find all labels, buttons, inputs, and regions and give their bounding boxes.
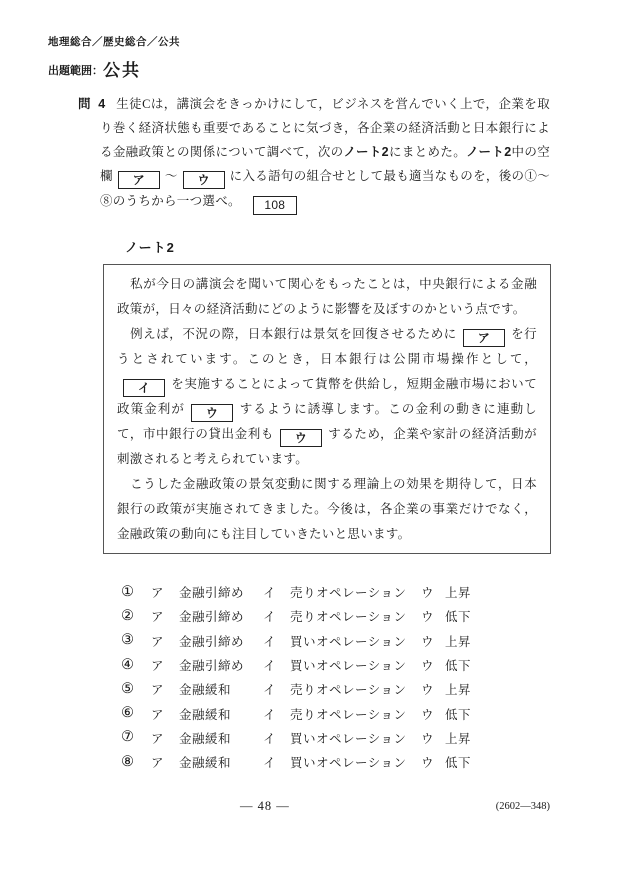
option-row-6 [121,701,471,725]
exam-scope [48,56,180,81]
option-value-i: 売りオペレーション [290,586,407,601]
option-label-u: ウ [421,634,435,649]
option-label-i: イ [263,731,277,746]
option-number: ③ [121,632,135,649]
option-label-a: ア [151,586,165,601]
question-number: 問 4 [78,97,108,111]
option-number: ⑦ [121,729,135,746]
option-value-a: 金融緩和 [179,707,232,722]
option-value-u: 上昇 [445,683,472,698]
option-value-i: 買いオペレーション [290,659,407,674]
question-text-5: ①～⑧のうちから一つ選べ。 [100,169,550,208]
scope-label: 出題範囲： [48,65,103,77]
option-label-a: ア [151,731,165,746]
option-row-7 [121,726,471,750]
note-paragraph-2e: するため，企業や家計の経済活動が刺激されると考えられています。 [117,427,537,466]
scope-value: 公共 [103,61,141,80]
question-block [78,92,550,215]
option-value-a: 金融緩和 [179,683,232,698]
option-label-u: ウ [421,659,435,674]
option-row-3 [121,629,471,653]
option-value-u: 上昇 [445,731,472,746]
note-blank-box-i: イ [123,379,165,397]
option-row-5 [121,677,471,701]
option-label-u: ウ [421,731,435,746]
option-label-i: イ [263,756,277,771]
option-row-2 [121,604,471,628]
option-number: ⑤ [121,680,135,697]
footer-code: (2602—348) [495,801,550,812]
note-paragraph-2b: を行うとされています。このとき，日本銀行は公開市場操作として， [117,327,537,366]
note-box [103,264,551,554]
option-value-i: 売りオペレーション [290,683,407,698]
option-value-i: 買いオペレーション [290,756,407,771]
page-header [48,34,180,81]
option-label-u: ウ [421,683,435,698]
option-value-a: 金融引締め [179,610,245,625]
option-number: ⑧ [121,753,135,770]
option-label-i: イ [263,659,277,674]
question-text-3: 中の空欄 [100,145,551,183]
footer-page-number: — 48 — [240,799,290,813]
option-label-u: ウ [421,756,435,771]
option-value-a: 金融緩和 [179,756,232,771]
option-number: ② [121,607,135,624]
option-value-u: 上昇 [445,634,472,649]
note-paragraph-1: 私が今日の講演会を聞いて関心をもったことは，中央銀行による金融政策が，日々の経済活動にどのように影響を及ぼすのかという点です。 [117,277,537,316]
note-paragraph-2d: するように誘導します。この金利の動きに連動して，市中銀行の貸出金利も [117,402,537,441]
option-value-u: 低下 [445,659,472,674]
option-label-i: イ [263,586,277,601]
note-reference-1: ノート2 [343,145,389,159]
question-text-4: に入る語句の組合せとして最も適当なものを，後の [229,169,525,183]
option-row-1 [121,580,471,604]
note-paragraph-3: こうした金融政策の景気変動に関する理論上の効果を期待して，日本銀行の政策が実施されてきました。今後は，各企業の事業だけでなく，金融政策の動向にも注目していきたいと思います。 [117,477,537,541]
note-blank-box-u1: ウ [191,404,233,422]
answer-number-box: 108 [253,196,297,215]
blank-box-a: ア [118,171,160,189]
option-number: ⑥ [121,705,135,722]
option-label-i: イ [263,683,277,698]
option-value-a: 金融引締め [179,659,245,674]
option-value-u: 上昇 [445,586,472,601]
question-text-2: にまとめた。 [388,145,467,159]
option-label-a: ア [151,634,165,649]
option-label-a: ア [151,707,165,722]
option-label-i: イ [263,634,277,649]
option-label-u: ウ [421,707,435,722]
option-row-4 [121,653,471,677]
option-label-a: ア [151,683,165,698]
option-value-u: 低下 [445,707,472,722]
note-reference-2: ノート2 [466,145,512,159]
note-blank-box-u2: ウ [280,429,322,447]
option-value-i: 買いオペレーション [290,634,407,649]
option-label-a: ア [151,659,165,674]
option-value-i: 売りオペレーション [290,610,407,625]
note-blank-box-a: ア [463,329,505,347]
note-paragraph-2a: 例えば，不況の際，日本銀行は景気を回復させるために [117,327,457,341]
option-label-a: ア [151,756,165,771]
option-number: ① [121,583,135,600]
option-label-a: ア [151,610,165,625]
note-paragraph-2c: を実施することによって貨幣を供給し，短期金融市場において政策金利が [117,377,537,416]
option-value-i: 買いオペレーション [290,731,407,746]
option-value-u: 低下 [445,756,472,771]
option-label-u: ウ [421,610,435,625]
option-value-i: 売りオペレーション [290,707,407,722]
option-number: ④ [121,656,135,673]
option-label-i: イ [263,707,277,722]
options-list [121,580,471,774]
tilde: ～ [164,169,178,183]
option-value-a: 金融引締め [179,586,245,601]
question-text-1: 生徒Cは，講演会をきっかけにして，ビジネスを営んでいく上で，企業を取り巻く経済状態も重要であることに気づき，各企業の経済活動と日本銀行による金融政策との関係について調べて，次の [100,97,550,159]
option-value-u: 低下 [445,610,472,625]
option-label-u: ウ [421,586,435,601]
option-row-8 [121,750,471,774]
subjects-line: 地理総合／歴史総合／公共 [48,36,180,48]
option-value-a: 金融緩和 [179,731,232,746]
note-title: ノート2 [125,240,175,255]
option-label-i: イ [263,610,277,625]
blank-box-u: ウ [183,171,225,189]
option-value-a: 金融引締め [179,634,245,649]
